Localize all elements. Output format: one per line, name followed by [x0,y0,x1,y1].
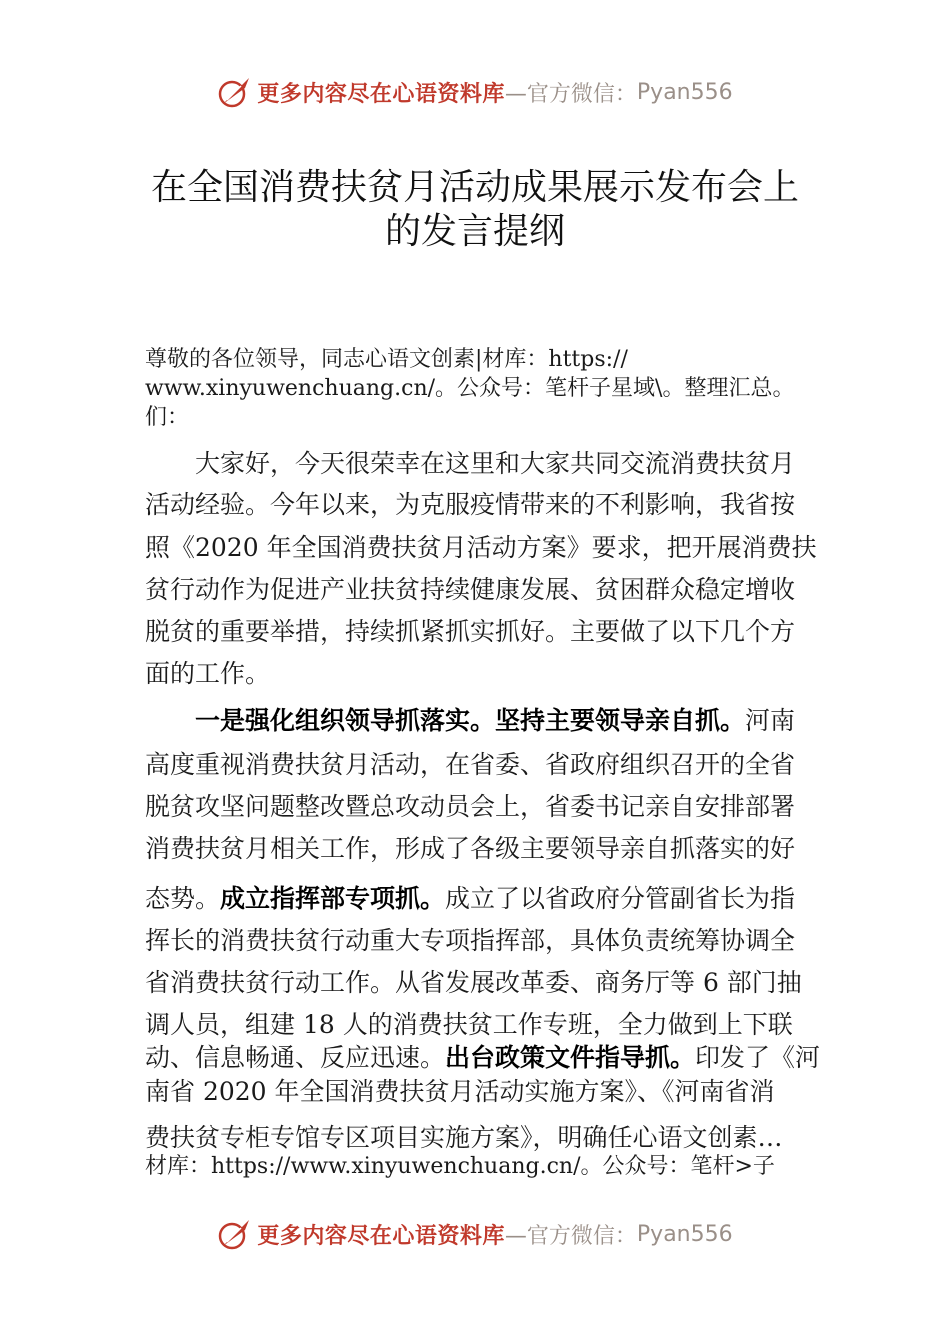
banner-handle: Pyan556 [636,1221,733,1247]
text-run: 印发了《河 [695,1043,821,1072]
title-line-1: 在全国消费扶贫月活动成果展示发布会上 [150,167,799,208]
subheading-inline: 坚持主要领导亲自抓。 [495,706,746,735]
text-line: 消费扶贫月相关工作，形成了各级主要领导亲自抓落实的好 [145,834,796,863]
text-run: 成立了以省政府分管副省长为指 [445,884,796,913]
quill-logo-icon [217,74,253,110]
text-line: 脱贫的重要举措，持续抓紧抓实抓好。主要做了以下几个方 [145,617,796,646]
text-run: 动、信息畅通、反应迅速。 [145,1043,446,1072]
text-line: 费扶贫专柜专馆专区项目实施方案》，明确任心语文创素… [145,1123,783,1152]
text-line: 活动经验。今年以来，为克服疫情带来的不利影响，我省按 [145,490,796,519]
footer-banner [0,1212,950,1256]
banner-red-text: 更多内容尽在心语资料库 [257,81,505,107]
header-banner [0,70,950,114]
text-line: 高度重视消费扶贫月活动，在省委、省政府组织召开的全省 [145,750,796,779]
text-line: www.xinyuwenchuang.cn/。公众号：笔杆子星域\。整理汇总。 [145,376,795,401]
heading-inline: 一是强化组织领导抓落实。 [195,706,496,735]
subheading-inline: 成立指挥部专项抓。 [220,884,446,913]
quill-logo-icon [217,1216,253,1252]
text-line: 大家好，今天很荣幸在这里和大家共同交流消费扶贫月 [195,449,796,478]
text-run: 态势。 [145,884,221,913]
banner-grey-text: —官方微信： [504,1223,637,1249]
text-run: 河南 [745,706,796,735]
text-line: 材库：https://www.xinyuwenchuang.cn/。公众号：笔杆>子 [145,1154,775,1179]
text-line: 南省 2020 年全国消费扶贫月活动实施方案》、《河南省消 [145,1077,775,1106]
banner-red-text: 更多内容尽在心语资料库 [257,1223,505,1249]
text-line: 脱贫攻坚问题整改暨总攻动员会上，省委书记亲自安排部署 [145,792,796,821]
text-line: 挥长的消费扶贫行动重大专项指挥部，具体负责统筹协调全 [145,926,796,955]
banner-grey-text: —官方微信： [504,81,637,107]
text-line: 们： [145,405,190,430]
text-line: 面的工作。 [145,659,271,688]
text-line [145,1043,820,1073]
text-line [195,706,795,736]
text-line: 调人员，组建 18 人的消费扶贫工作专班，全力做到上下联 [145,1010,793,1039]
banner-handle: Pyan556 [636,79,733,105]
subheading-inline: 出台政策文件指导抓。 [445,1043,696,1072]
text-line: 尊敬的各位领导，同志心语文创素|材库：https:// [145,347,628,372]
text-line: 贫行动作为促进产业扶贫持续健康发展、贫困群众稳定增收 [145,575,796,604]
title-line-2: 的发言提纲 [384,211,565,252]
document-title [0,166,950,254]
text-line: 省消费扶贫行动工作。从省发展改革委、商务厅等 6 部门抽 [145,968,802,997]
text-line [145,884,795,914]
text-line: 照《2020 年全国消费扶贫月活动方案》要求，把开展消费扶 [145,533,817,562]
